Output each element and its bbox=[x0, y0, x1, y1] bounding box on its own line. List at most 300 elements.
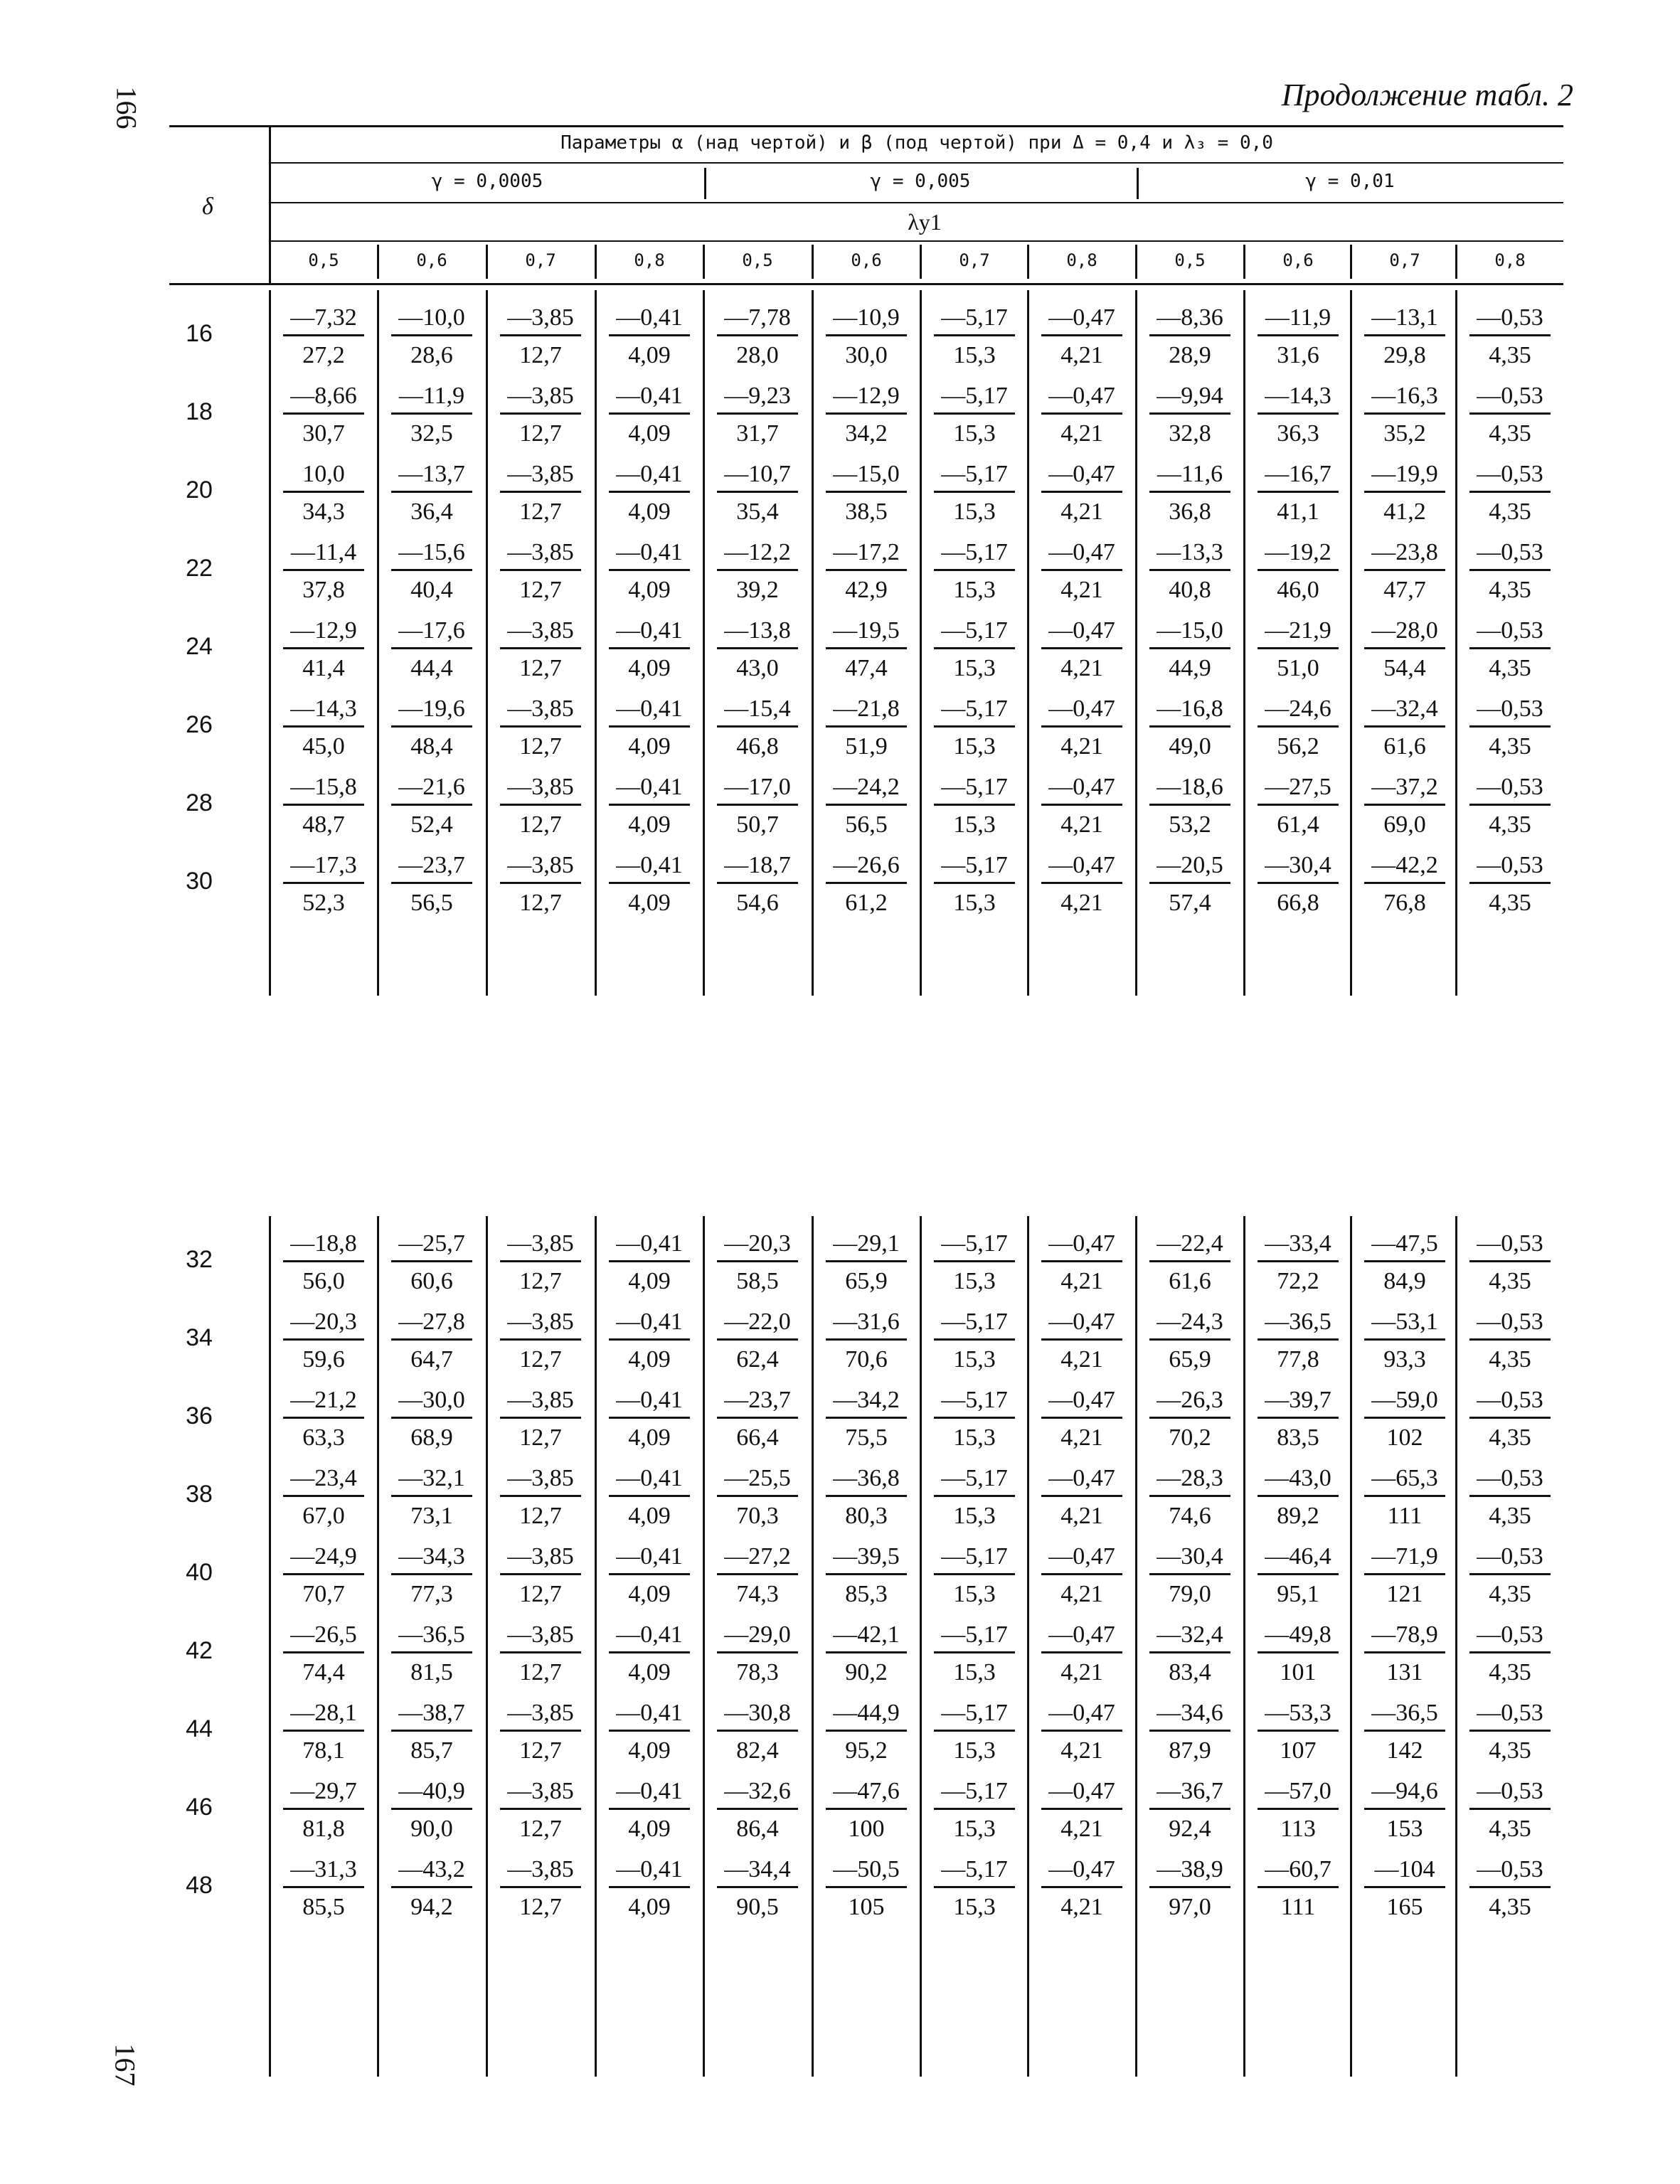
alpha-value: —3,85 bbox=[507, 1778, 574, 1804]
alpha-beta-cell bbox=[487, 1388, 594, 1450]
alpha-beta-cell bbox=[921, 619, 1028, 681]
beta-value: 37,8 bbox=[302, 577, 345, 603]
lambda-value-cell: 0,5 bbox=[742, 250, 773, 270]
alpha-beta-cell bbox=[704, 619, 811, 681]
alpha-beta-cell bbox=[1028, 1779, 1135, 1841]
beta-value: 4,21 bbox=[1060, 733, 1103, 760]
alpha-beta-cell bbox=[487, 619, 594, 681]
beta-value: 153 bbox=[1386, 1816, 1423, 1842]
alpha-beta-cell bbox=[1457, 619, 1563, 681]
alpha-value: —30,4 bbox=[1265, 852, 1331, 878]
alpha-beta-cell bbox=[270, 1701, 377, 1763]
lambda-value-cell: 0,8 bbox=[1494, 250, 1526, 270]
beta-value: 74,4 bbox=[302, 1659, 345, 1685]
alpha-value: —16,3 bbox=[1371, 383, 1438, 409]
alpha-value: —34,6 bbox=[1157, 1700, 1223, 1726]
alpha-beta-cell bbox=[487, 697, 594, 759]
alpha-value: —18,7 bbox=[724, 852, 791, 878]
beta-value: 74,3 bbox=[736, 1581, 779, 1607]
alpha-beta-cell bbox=[270, 1545, 377, 1607]
alpha-beta-cell bbox=[270, 540, 377, 602]
alpha-value: —5,17 bbox=[941, 1387, 1008, 1413]
alpha-value: —3,85 bbox=[507, 1543, 574, 1570]
alpha-value: —5,17 bbox=[941, 1465, 1008, 1491]
alpha-beta-cell bbox=[487, 1701, 594, 1763]
alpha-beta-cell bbox=[921, 1388, 1028, 1450]
alpha-beta-cell bbox=[1028, 1701, 1135, 1763]
alpha-beta-cell bbox=[813, 775, 920, 837]
alpha-beta-cell bbox=[1351, 462, 1458, 524]
beta-value: 4,21 bbox=[1060, 1659, 1103, 1685]
alpha-value: —21,2 bbox=[290, 1387, 357, 1413]
beta-value: 4,09 bbox=[628, 420, 671, 447]
lambda-value-cell: 0,7 bbox=[1389, 250, 1420, 270]
beta-value: 36,8 bbox=[1169, 499, 1211, 525]
gamma-group-3: γ = 0,01 bbox=[1305, 171, 1395, 192]
alpha-beta-cell bbox=[1028, 1466, 1135, 1528]
beta-value: 62,4 bbox=[736, 1346, 779, 1373]
alpha-value: —9,23 bbox=[724, 383, 791, 409]
alpha-beta-cell bbox=[270, 775, 377, 837]
alpha-beta-cell bbox=[378, 697, 485, 759]
beta-value: 15,3 bbox=[953, 811, 996, 838]
beta-value: 111 bbox=[1280, 1894, 1316, 1920]
beta-value: 27,2 bbox=[302, 342, 345, 368]
beta-value: 65,9 bbox=[1169, 1346, 1211, 1373]
alpha-beta-cell bbox=[270, 1858, 377, 1919]
alpha-value: —14,3 bbox=[290, 696, 357, 722]
beta-value: 28,9 bbox=[1169, 342, 1211, 368]
beta-value: 67,0 bbox=[302, 1503, 345, 1529]
alpha-beta-cell bbox=[596, 1623, 703, 1685]
delta-value: 24 bbox=[186, 633, 213, 660]
alpha-beta-cell bbox=[813, 462, 920, 524]
beta-value: 56,5 bbox=[410, 890, 453, 916]
alpha-value: —3,85 bbox=[507, 1230, 574, 1257]
beta-value: 4,09 bbox=[628, 1581, 671, 1607]
alpha-beta-cell bbox=[813, 1388, 920, 1450]
beta-value: 15,3 bbox=[953, 1268, 996, 1294]
lambda-value-cell: 0,8 bbox=[634, 250, 665, 270]
alpha-beta-cell bbox=[1351, 1388, 1458, 1450]
alpha-beta-cell bbox=[704, 1466, 811, 1528]
gamma-group-1: γ = 0,0005 bbox=[431, 171, 543, 192]
beta-value: 4,21 bbox=[1060, 577, 1103, 603]
alpha-value: —49,8 bbox=[1265, 1621, 1331, 1648]
alpha-beta-cell bbox=[1137, 1545, 1243, 1607]
alpha-value: —37,2 bbox=[1371, 774, 1438, 800]
beta-value: 4,21 bbox=[1060, 1503, 1103, 1529]
alpha-value: —0,41 bbox=[616, 304, 683, 331]
alpha-value: —28,0 bbox=[1371, 617, 1438, 644]
alpha-value: —71,9 bbox=[1371, 1543, 1438, 1570]
alpha-beta-cell bbox=[596, 1545, 703, 1607]
alpha-beta-cell bbox=[813, 1779, 920, 1841]
beta-value: 77,8 bbox=[1277, 1346, 1319, 1373]
alpha-beta-cell bbox=[1137, 462, 1243, 524]
lambda-header bbox=[854, 209, 996, 235]
alpha-beta-cell bbox=[921, 1858, 1028, 1919]
alpha-beta-cell bbox=[1245, 1701, 1351, 1763]
alpha-beta-cell bbox=[1137, 1232, 1243, 1294]
beta-value: 101 bbox=[1280, 1659, 1317, 1685]
alpha-value: —0,53 bbox=[1477, 1230, 1543, 1257]
alpha-value: —0,47 bbox=[1048, 461, 1115, 487]
beta-value: 29,8 bbox=[1383, 342, 1426, 368]
alpha-value: —12,9 bbox=[290, 617, 357, 644]
alpha-value: —0,47 bbox=[1048, 617, 1115, 644]
beta-value: 70,6 bbox=[845, 1346, 888, 1373]
alpha-value: —21,9 bbox=[1265, 617, 1331, 644]
beta-value: 87,9 bbox=[1169, 1737, 1211, 1764]
alpha-value: —0,41 bbox=[616, 1465, 683, 1491]
alpha-beta-cell bbox=[596, 697, 703, 759]
beta-value: 100 bbox=[848, 1816, 885, 1842]
alpha-value: —0,41 bbox=[616, 1856, 683, 1882]
alpha-value: —42,2 bbox=[1371, 852, 1438, 878]
alpha-beta-cell bbox=[1028, 775, 1135, 837]
alpha-beta-cell bbox=[1351, 775, 1458, 837]
alpha-beta-cell bbox=[921, 1310, 1028, 1372]
alpha-value: —0,47 bbox=[1048, 1856, 1115, 1882]
alpha-value: —0,47 bbox=[1048, 1387, 1115, 1413]
alpha-beta-cell bbox=[1245, 697, 1351, 759]
beta-value: 4,09 bbox=[628, 1659, 671, 1685]
alpha-value: —3,85 bbox=[507, 461, 574, 487]
alpha-value: —57,0 bbox=[1265, 1778, 1331, 1804]
alpha-value: —3,85 bbox=[507, 539, 574, 565]
alpha-value: —3,85 bbox=[507, 774, 574, 800]
alpha-value: —0,47 bbox=[1048, 1230, 1115, 1257]
beta-value: 43,0 bbox=[736, 655, 779, 681]
beta-value: 65,9 bbox=[845, 1268, 888, 1294]
beta-value: 56,2 bbox=[1277, 733, 1319, 760]
beta-value: 4,35 bbox=[1489, 1424, 1531, 1451]
beta-value: 92,4 bbox=[1169, 1816, 1211, 1842]
alpha-value: —25,5 bbox=[724, 1465, 791, 1491]
alpha-value: —3,85 bbox=[507, 1621, 574, 1648]
page-number-bottom: 167 bbox=[109, 2043, 142, 2087]
beta-value: 44,9 bbox=[1169, 655, 1211, 681]
alpha-value: —38,7 bbox=[398, 1700, 465, 1726]
lambda-value-cell: 0,6 bbox=[1282, 250, 1314, 270]
alpha-beta-cell bbox=[1245, 462, 1351, 524]
alpha-value: —7,78 bbox=[724, 304, 791, 331]
alpha-beta-cell bbox=[921, 853, 1028, 915]
alpha-beta-cell bbox=[596, 1466, 703, 1528]
alpha-beta-cell bbox=[596, 1310, 703, 1372]
delta-value: 48 bbox=[186, 1872, 213, 1899]
beta-value: 35,2 bbox=[1383, 420, 1426, 447]
alpha-beta-cell bbox=[921, 1232, 1028, 1294]
beta-value: 70,3 bbox=[736, 1503, 779, 1529]
page-number-top: 166 bbox=[110, 86, 143, 129]
alpha-value: —0,53 bbox=[1477, 1387, 1543, 1413]
alpha-value: —0,53 bbox=[1477, 852, 1543, 878]
alpha-value: —27,5 bbox=[1265, 774, 1331, 800]
alpha-beta-cell bbox=[378, 1858, 485, 1919]
alpha-beta-cell bbox=[921, 775, 1028, 837]
alpha-beta-cell bbox=[270, 1232, 377, 1294]
alpha-value: —0,41 bbox=[616, 1621, 683, 1648]
beta-value: 4,09 bbox=[628, 811, 671, 838]
alpha-value: —0,41 bbox=[616, 774, 683, 800]
beta-value: 74,6 bbox=[1169, 1503, 1211, 1529]
beta-value: 66,4 bbox=[736, 1424, 779, 1451]
alpha-beta-cell bbox=[813, 1858, 920, 1919]
beta-value: 89,2 bbox=[1277, 1503, 1319, 1529]
beta-value: 12,7 bbox=[519, 342, 562, 368]
alpha-beta-cell bbox=[704, 1858, 811, 1919]
alpha-value: —36,8 bbox=[833, 1465, 900, 1491]
alpha-beta-cell bbox=[1351, 1545, 1458, 1607]
alpha-value: —19,6 bbox=[398, 696, 465, 722]
table-caption: Продолжение табл. 2 bbox=[1281, 78, 1573, 112]
beta-value: 12,7 bbox=[519, 420, 562, 447]
alpha-beta-cell bbox=[378, 853, 485, 915]
alpha-beta-cell bbox=[1028, 1232, 1135, 1294]
alpha-beta-cell bbox=[1351, 1623, 1458, 1685]
lambda-value-cell: 0,5 bbox=[1174, 250, 1206, 270]
alpha-value: —0,53 bbox=[1477, 461, 1543, 487]
alpha-value: —32,1 bbox=[398, 1465, 465, 1491]
alpha-value: —10,0 bbox=[398, 304, 465, 331]
alpha-value: —3,85 bbox=[507, 383, 574, 409]
alpha-beta-cell bbox=[921, 1779, 1028, 1841]
alpha-value: —32,4 bbox=[1157, 1621, 1223, 1648]
alpha-value: —24,2 bbox=[833, 774, 900, 800]
alpha-beta-cell bbox=[1137, 1310, 1243, 1372]
beta-value: 64,7 bbox=[410, 1346, 453, 1373]
alpha-beta-cell bbox=[704, 775, 811, 837]
alpha-value: —5,17 bbox=[941, 1856, 1008, 1882]
alpha-beta-cell bbox=[1137, 1701, 1243, 1763]
beta-value: 12,7 bbox=[519, 1894, 562, 1920]
alpha-value: —42,1 bbox=[833, 1621, 900, 1648]
alpha-beta-cell bbox=[704, 384, 811, 446]
alpha-beta-cell bbox=[1457, 1858, 1563, 1919]
alpha-beta-cell bbox=[921, 1545, 1028, 1607]
alpha-beta-cell bbox=[1137, 1779, 1243, 1841]
beta-value: 4,09 bbox=[628, 1346, 671, 1373]
alpha-value: —5,17 bbox=[941, 1621, 1008, 1648]
alpha-beta-cell bbox=[1351, 1466, 1458, 1528]
alpha-value: —30,0 bbox=[398, 1387, 465, 1413]
alpha-value: —3,85 bbox=[507, 1465, 574, 1491]
beta-value: 52,3 bbox=[302, 890, 345, 916]
beta-value: 34,3 bbox=[302, 499, 345, 525]
alpha-value: —20,3 bbox=[724, 1230, 791, 1257]
alpha-beta-cell bbox=[813, 1466, 920, 1528]
alpha-value: —8,66 bbox=[290, 383, 357, 409]
beta-value: 4,21 bbox=[1060, 890, 1103, 916]
alpha-beta-cell bbox=[270, 697, 377, 759]
alpha-beta-cell bbox=[1457, 1388, 1563, 1450]
alpha-value: —0,47 bbox=[1048, 1700, 1115, 1726]
alpha-value: —12,2 bbox=[724, 539, 791, 565]
alpha-value: —0,41 bbox=[616, 539, 683, 565]
alpha-beta-cell bbox=[487, 1623, 594, 1685]
alpha-value: —78,9 bbox=[1371, 1621, 1438, 1648]
alpha-value: —13,1 bbox=[1371, 304, 1438, 331]
alpha-beta-cell bbox=[921, 306, 1028, 368]
alpha-value: —40,9 bbox=[398, 1778, 465, 1804]
beta-value: 4,35 bbox=[1489, 1346, 1531, 1373]
alpha-beta-cell bbox=[378, 1232, 485, 1294]
alpha-value: —36,5 bbox=[398, 1621, 465, 1648]
alpha-beta-cell bbox=[1457, 697, 1563, 759]
alpha-beta-cell bbox=[1245, 1623, 1351, 1685]
beta-value: 15,3 bbox=[953, 1581, 996, 1607]
beta-value: 28,6 bbox=[410, 342, 453, 368]
alpha-beta-cell bbox=[487, 1858, 594, 1919]
beta-value: 4,09 bbox=[628, 499, 671, 525]
alpha-beta-cell bbox=[270, 1466, 377, 1528]
alpha-value: —0,47 bbox=[1048, 774, 1115, 800]
alpha-beta-cell bbox=[704, 1310, 811, 1372]
delta-value: 42 bbox=[186, 1637, 213, 1664]
alpha-beta-cell bbox=[270, 619, 377, 681]
beta-value: 52,4 bbox=[410, 811, 453, 838]
beta-value: 107 bbox=[1280, 1737, 1317, 1764]
beta-value: 15,3 bbox=[953, 420, 996, 447]
beta-value: 111 bbox=[1387, 1503, 1423, 1529]
alpha-beta-cell bbox=[813, 540, 920, 602]
alpha-beta-cell bbox=[1137, 619, 1243, 681]
alpha-value: —0,53 bbox=[1477, 617, 1543, 644]
alpha-value: —39,7 bbox=[1265, 1387, 1331, 1413]
alpha-beta-cell bbox=[1137, 1466, 1243, 1528]
alpha-beta-cell bbox=[1351, 1310, 1458, 1372]
beta-value: 40,4 bbox=[410, 577, 453, 603]
alpha-beta-cell bbox=[1137, 540, 1243, 602]
alpha-beta-cell bbox=[1351, 306, 1458, 368]
beta-value: 4,09 bbox=[628, 1268, 671, 1294]
alpha-beta-cell bbox=[1457, 853, 1563, 915]
alpha-beta-cell bbox=[1245, 1388, 1351, 1450]
beta-value: 4,21 bbox=[1060, 655, 1103, 681]
beta-value: 35,4 bbox=[736, 499, 779, 525]
alpha-beta-cell bbox=[1028, 1623, 1135, 1685]
alpha-value: —26,5 bbox=[290, 1621, 357, 1648]
alpha-value: —47,6 bbox=[833, 1778, 900, 1804]
alpha-value: —24,3 bbox=[1157, 1309, 1223, 1335]
beta-value: 12,7 bbox=[519, 577, 562, 603]
alpha-beta-cell bbox=[1028, 619, 1135, 681]
params-title: Параметры α (над чертой) и β (под чертой) при Δ = 0,4 и λ₃ = 0,0 bbox=[560, 132, 1273, 154]
beta-value: 77,3 bbox=[410, 1581, 453, 1607]
alpha-value: —43,2 bbox=[398, 1856, 465, 1882]
alpha-beta-cell bbox=[487, 384, 594, 446]
alpha-value: 10,0 bbox=[302, 461, 345, 487]
beta-value: 47,4 bbox=[845, 655, 888, 681]
beta-value: 4,21 bbox=[1060, 1816, 1103, 1842]
alpha-beta-cell bbox=[270, 1779, 377, 1841]
alpha-beta-cell bbox=[704, 1779, 811, 1841]
alpha-beta-cell bbox=[921, 697, 1028, 759]
alpha-beta-cell bbox=[1351, 1858, 1458, 1919]
alpha-value: —22,4 bbox=[1157, 1230, 1223, 1257]
alpha-value: —8,36 bbox=[1157, 304, 1223, 331]
alpha-beta-cell bbox=[487, 1779, 594, 1841]
alpha-value: —3,85 bbox=[507, 852, 574, 878]
alpha-value: —23,8 bbox=[1371, 539, 1438, 565]
alpha-beta-cell bbox=[1028, 1858, 1135, 1919]
beta-value: 4,09 bbox=[628, 342, 671, 368]
alpha-value: —3,85 bbox=[507, 1700, 574, 1726]
alpha-beta-cell bbox=[1028, 697, 1135, 759]
alpha-beta-cell bbox=[1137, 306, 1243, 368]
alpha-beta-cell bbox=[921, 540, 1028, 602]
beta-value: 15,3 bbox=[953, 890, 996, 916]
beta-value: 4,35 bbox=[1489, 1581, 1531, 1607]
beta-value: 61,6 bbox=[1169, 1268, 1211, 1294]
alpha-value: —11,9 bbox=[398, 383, 465, 409]
alpha-beta-cell bbox=[704, 1232, 811, 1294]
alpha-value: —27,8 bbox=[398, 1309, 465, 1335]
beta-value: 4,21 bbox=[1060, 1894, 1103, 1920]
beta-value: 82,4 bbox=[736, 1737, 779, 1764]
beta-value: 32,5 bbox=[410, 420, 453, 447]
beta-value: 15,3 bbox=[953, 1346, 996, 1373]
alpha-beta-cell bbox=[1245, 853, 1351, 915]
beta-value: 4,35 bbox=[1489, 811, 1531, 838]
alpha-value: —0,53 bbox=[1477, 1309, 1543, 1335]
alpha-value: —3,85 bbox=[507, 696, 574, 722]
beta-value: 131 bbox=[1386, 1659, 1423, 1685]
alpha-value: —5,17 bbox=[941, 1700, 1008, 1726]
alpha-beta-cell bbox=[813, 306, 920, 368]
alpha-value: —39,5 bbox=[833, 1543, 900, 1570]
alpha-value: —0,47 bbox=[1048, 304, 1115, 331]
beta-value: 81,8 bbox=[302, 1816, 345, 1842]
beta-value: 4,35 bbox=[1489, 342, 1531, 368]
alpha-value: —5,17 bbox=[941, 1778, 1008, 1804]
alpha-value: —16,7 bbox=[1265, 461, 1331, 487]
alpha-value: —0,53 bbox=[1477, 696, 1543, 722]
beta-value: 113 bbox=[1280, 1816, 1316, 1842]
alpha-value: —43,0 bbox=[1265, 1465, 1331, 1491]
alpha-value: —21,6 bbox=[398, 774, 465, 800]
alpha-beta-cell bbox=[1457, 540, 1563, 602]
beta-value: 78,3 bbox=[736, 1659, 779, 1685]
alpha-beta-cell bbox=[378, 619, 485, 681]
beta-value: 12,7 bbox=[519, 733, 562, 760]
beta-value: 61,4 bbox=[1277, 811, 1319, 838]
alpha-value: —26,6 bbox=[833, 852, 900, 878]
alpha-value: —36,5 bbox=[1371, 1700, 1438, 1726]
alpha-value: —33,4 bbox=[1265, 1230, 1331, 1257]
alpha-value: —11,9 bbox=[1265, 304, 1331, 331]
alpha-value: —3,85 bbox=[507, 304, 574, 331]
alpha-beta-cell bbox=[1028, 1388, 1135, 1450]
lambda-value-cell: 0,5 bbox=[308, 250, 339, 270]
alpha-beta-cell bbox=[1457, 1466, 1563, 1528]
alpha-beta-cell bbox=[1028, 306, 1135, 368]
beta-value: 28,0 bbox=[736, 342, 779, 368]
delta-value: 26 bbox=[186, 711, 213, 738]
beta-value: 73,1 bbox=[410, 1503, 453, 1529]
beta-value: 4,35 bbox=[1489, 499, 1531, 525]
delta-value: 32 bbox=[186, 1246, 213, 1273]
alpha-value: —23,7 bbox=[398, 852, 465, 878]
beta-value: 39,2 bbox=[736, 577, 779, 603]
alpha-beta-cell bbox=[1245, 306, 1351, 368]
alpha-value: —19,5 bbox=[833, 617, 900, 644]
alpha-beta-cell bbox=[378, 462, 485, 524]
alpha-beta-cell bbox=[1457, 1623, 1563, 1685]
alpha-beta-cell bbox=[1245, 775, 1351, 837]
